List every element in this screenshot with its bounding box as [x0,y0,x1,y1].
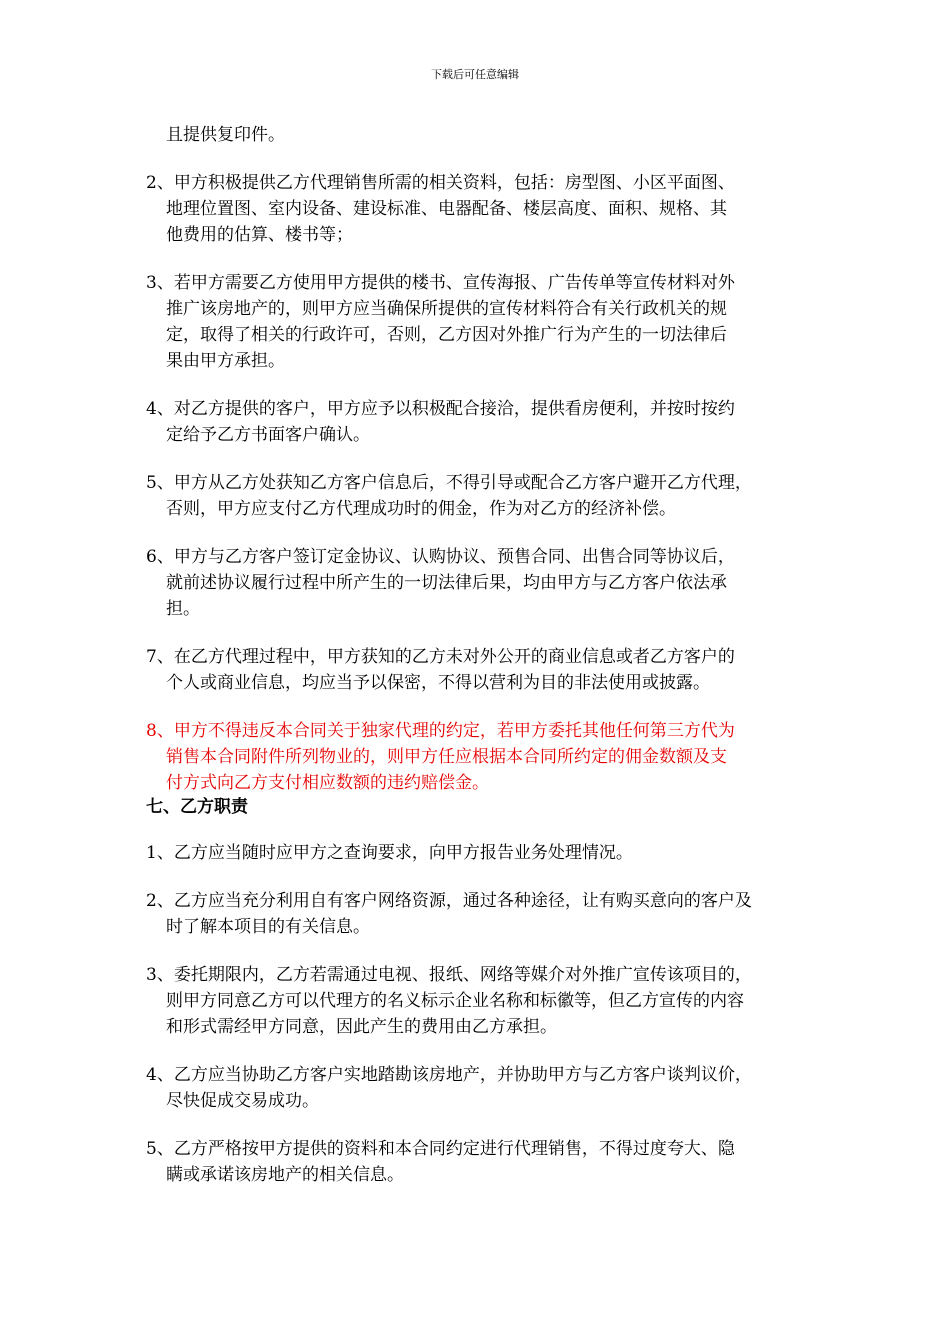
clause-line: 定，取得了相关的行政许可，否则，乙方因对外推广行为产生的一切法律后 [166,325,727,345]
clause-line: 就前述协议履行过程中所产生的一切法律后果，均由甲方与乙方客户依法承 [166,573,727,593]
clause-line: 4、乙方应当协助乙方客户实地踏勘该房地产，并协助甲方与乙方客户谈判议价， [146,1065,752,1085]
clause-line: 时了解本项目的有关信息。 [166,917,370,937]
clause-line: 2、乙方应当充分利用自有客户网络资源，通过各种途径，让有购买意向的客户及 [146,891,752,911]
party-a-clauses [146,122,846,796]
clause-line: 2、甲方积极提供乙方代理销售所需的相关资料，包括：房型图、小区平面图、 [146,173,735,193]
clause-line: 5、甲方从乙方处获知乙方客户信息后，不得引导或配合乙方客户避开乙方代理， [146,473,752,493]
clause-line: 3、若甲方需要乙方使用甲方提供的楼书、宣传海报、广告传单等宣传材料对外 [146,273,735,293]
clause-line: 否则，甲方应支付乙方代理成功时的佣金，作为对乙方的经济补偿。 [166,499,676,519]
clause-line: 付方式向乙方支付相应数额的违约赔偿金。 [166,773,489,793]
clause-line: 4、对乙方提供的客户，甲方应予以积极配合接洽，提供看房便利，并按时按约 [146,399,735,419]
clause-paragraph [146,1136,846,1188]
clause-paragraph [146,170,846,248]
clause-line: 个人或商业信息，均应当予以保密，不得以营利为目的非法使用或披露。 [166,673,710,693]
clause-line: 6、甲方与乙方客户签订定金协议、认购协议、预售合同、出售合同等协议后， [146,547,735,567]
clause-paragraph [146,962,846,1040]
clause-line: 且提供复印件。 [166,125,285,145]
clause-paragraph [146,644,846,696]
clause-line: 和形式需经甲方同意，因此产生的费用由乙方承担。 [166,1017,557,1037]
clause-line: 他费用的估算、楼书等； [166,225,353,245]
clause-paragraph [146,396,846,448]
clause-line: 推广该房地产的，则甲方应当确保所提供的宣传材料符合有关行政机关的规 [166,299,727,319]
clause-line: 5、乙方严格按甲方提供的资料和本合同约定进行代理销售，不得过度夸大、隐 [146,1139,735,1159]
clause-line: 瞒或承诺该房地产的相关信息。 [166,1165,404,1185]
clause-line: 担。 [166,599,200,619]
section-heading: 七、乙方职责 [146,797,248,817]
clause-paragraph [146,888,846,940]
party-b-clauses [146,840,846,1188]
clause-line: 果由甲方承担。 [166,351,285,371]
clause-line: 3、委托期限内，乙方若需通过电视、报纸、网络等媒介对外推广宣传该项目的， [146,965,752,985]
page-header: 下载后可任意编辑 [431,68,519,81]
document-body [146,122,846,1210]
clause-line: 地理位置图、室内设备、建设标准、电器配备、楼层高度、面积、规格、其 [166,199,727,219]
clause-line: 1、乙方应当随时应甲方之查询要求，向甲方报告业务处理情况。 [146,843,633,863]
clause-line: 7、在乙方代理过程中，甲方获知的乙方未对外公开的商业信息或者乙方客户的 [146,647,735,667]
clause-paragraph [146,544,846,622]
clause-line: 销售本合同附件所列物业的，则甲方任应根据本合同所约定的佣金数额及支 [166,747,727,767]
clause-line: 8、甲方不得违反本合同关于独家代理的约定，若甲方委托其他任何第三方代为 [146,721,735,741]
clause-paragraph [146,718,846,796]
clause-paragraph [146,840,846,866]
clause-paragraph [146,1062,846,1114]
clause-line: 尽快促成交易成功。 [166,1091,319,1111]
clause-paragraph [146,122,846,148]
clause-paragraph [146,470,846,522]
clause-paragraph [146,270,846,374]
clause-line: 则甲方同意乙方可以代理方的名义标示企业名称和标徽等，但乙方宣传的内容 [166,991,744,1011]
clause-line: 定给予乙方书面客户确认。 [166,425,370,445]
